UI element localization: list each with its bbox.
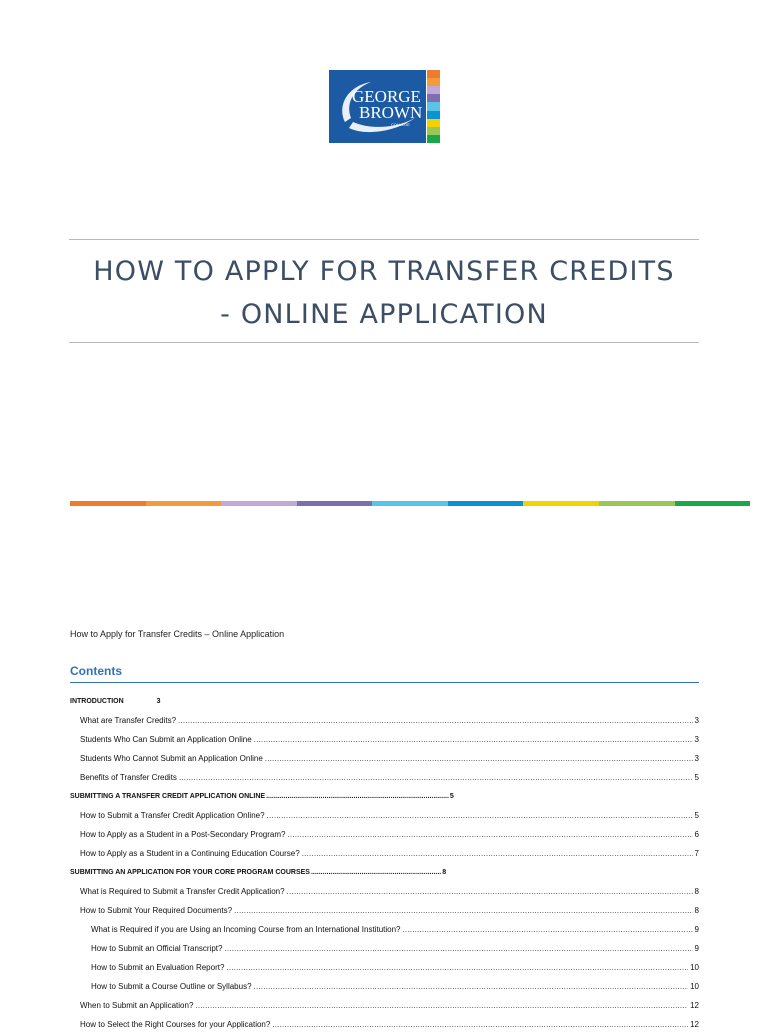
toc-entry-page: 5	[449, 793, 454, 800]
toc-entry-page: 8	[442, 869, 447, 876]
toc-entry-leader	[302, 849, 693, 858]
color-bar-segment	[372, 501, 448, 506]
toc-entry-leader	[254, 982, 689, 991]
logo-stripe	[427, 94, 440, 102]
logo-stripe	[427, 135, 440, 143]
toc-entry[interactable]	[70, 1015, 699, 1034]
toc-entry-leader	[287, 830, 692, 839]
svg-text:COLLEGE: COLLEGE	[391, 122, 410, 127]
toc-entry[interactable]	[70, 958, 699, 977]
toc-entry[interactable]	[70, 844, 699, 863]
toc-entry[interactable]	[70, 806, 699, 825]
toc-entry[interactable]	[70, 825, 699, 844]
toc-entry-title: Students Who Can Submit an Application Online	[80, 735, 252, 744]
toc-entry-page: 10	[690, 982, 699, 991]
toc-entry[interactable]	[70, 730, 699, 749]
toc-entry-page: 6	[694, 830, 699, 839]
title-top-rule	[69, 239, 699, 240]
toc-entry-title: When to Submit an Application?	[80, 1001, 194, 1010]
toc-entry-title: SUBMITTING AN APPLICATION FOR YOUR CORE PROGRAM COURSES	[70, 869, 310, 876]
toc-entry-page: 3	[694, 735, 699, 744]
color-bar-segment	[146, 501, 222, 506]
logo-stripe	[427, 70, 440, 78]
toc-entry[interactable]	[70, 692, 699, 711]
college-logo	[329, 70, 440, 143]
logo-color-stripes	[427, 70, 440, 143]
contents-rule	[70, 682, 699, 683]
toc-entry-page: 9	[694, 925, 699, 934]
toc-entry[interactable]	[70, 882, 699, 901]
color-bar-segment	[599, 501, 675, 506]
toc-entry[interactable]	[70, 901, 699, 920]
toc-entry[interactable]	[70, 977, 699, 996]
svg-text:BROWN: BROWN	[359, 103, 423, 122]
toc-entry-leader	[226, 963, 688, 972]
toc-entry-title: What is Required if you are Using an Incoming Course from an International Institution?	[91, 925, 401, 934]
toc-entry[interactable]	[70, 863, 699, 882]
logo-swoosh-icon	[335, 78, 423, 136]
toc-entry-leader	[234, 906, 692, 915]
color-bar-segment	[675, 501, 751, 506]
toc-entry-leader	[272, 1020, 688, 1029]
toc-entry-page: 10	[690, 963, 699, 972]
toc-entry-title: SUBMITTING A TRANSFER CREDIT APPLICATION ONLINE	[70, 793, 266, 800]
color-bar-segment	[221, 501, 297, 506]
toc-entry[interactable]	[70, 920, 699, 939]
toc-entry-title: How to Submit an Evaluation Report?	[91, 963, 225, 972]
toc-entry-page: 3	[156, 698, 161, 705]
toc-entry[interactable]	[70, 787, 699, 806]
svg-text:GEORGE: GEORGE	[352, 87, 421, 106]
toc-entry-leader	[267, 811, 693, 820]
logo-stripe	[427, 102, 440, 110]
toc-entry-leader	[287, 887, 693, 896]
toc-entry-leader: ..............................................................................................	[266, 793, 449, 800]
toc-entry-leader	[179, 773, 693, 782]
toc-entry-title: How to Apply as a Student in a Post-Secondary Program?	[80, 830, 286, 839]
table-of-contents	[70, 692, 699, 1034]
toc-entry-title: How to Apply as a Student in a Continuing Education Course?	[80, 849, 300, 858]
title-line-1: HOW TO APPLY FOR TRANSFER CREDITS	[93, 256, 675, 287]
contents-heading: Contents	[70, 664, 122, 678]
logo-stripe	[427, 86, 440, 94]
logo-stripe	[427, 119, 440, 127]
color-bar-segment	[523, 501, 599, 506]
toc-entry-leader: ...................................................................	[310, 869, 442, 876]
decorative-color-bar	[70, 501, 750, 506]
color-bar-segment	[70, 501, 146, 506]
logo-stripe	[427, 127, 440, 135]
title-bottom-rule	[69, 342, 699, 343]
toc-entry-title: INTRODUCTION	[70, 698, 124, 705]
toc-entry-title: How to Submit Your Required Documents?	[80, 906, 233, 915]
logo-emblem	[329, 70, 426, 143]
logo-stripe	[427, 78, 440, 86]
toc-entry-page: 3	[694, 716, 699, 725]
toc-entry[interactable]	[70, 749, 699, 768]
color-bar-segment	[297, 501, 373, 506]
toc-entry-title: What is Required to Submit a Transfer Credit Application?	[80, 887, 285, 896]
toc-entry[interactable]	[70, 996, 699, 1015]
toc-entry-title: What are Transfer Credits?	[80, 716, 177, 725]
toc-entry-leader	[224, 944, 692, 953]
toc-entry[interactable]	[70, 768, 699, 787]
toc-entry-page: 3	[694, 754, 699, 763]
toc-entry[interactable]	[70, 711, 699, 730]
toc-entry-page: 5	[694, 773, 699, 782]
document-title	[69, 250, 699, 336]
toc-entry-title: How to Submit a Transfer Credit Application Online?	[80, 811, 265, 820]
toc-entry-page: 8	[694, 906, 699, 915]
toc-entry-leader	[254, 735, 693, 744]
logo-stripe	[427, 111, 440, 119]
toc-entry-page: 9	[694, 944, 699, 953]
toc-entry-page: 7	[694, 849, 699, 858]
title-line-2: - ONLINE APPLICATION	[220, 299, 548, 330]
toc-entry-page: 12	[690, 1020, 699, 1029]
toc-entry-leader	[403, 925, 693, 934]
toc-entry-page: 8	[694, 887, 699, 896]
toc-entry-title: Students Who Cannot Submit an Application Online	[80, 754, 263, 763]
toc-entry-page: 12	[690, 1001, 699, 1010]
toc-entry-title: How to Submit an Official Transcript?	[91, 944, 223, 953]
toc-entry-leader	[195, 1001, 688, 1010]
toc-entry-page: 5	[694, 811, 699, 820]
toc-entry-leader	[178, 716, 693, 725]
running-header: How to Apply for Transfer Credits – Online Application	[70, 629, 285, 639]
toc-entry-title: How to Select the Right Courses for your Application?	[80, 1020, 271, 1029]
color-bar-segment	[448, 501, 524, 506]
toc-entry-leader	[265, 754, 693, 763]
toc-entry[interactable]	[70, 939, 699, 958]
toc-entry-title: How to Submit a Course Outline or Syllabus?	[91, 982, 252, 991]
toc-entry-title: Benefits of Transfer Credits	[80, 773, 177, 782]
